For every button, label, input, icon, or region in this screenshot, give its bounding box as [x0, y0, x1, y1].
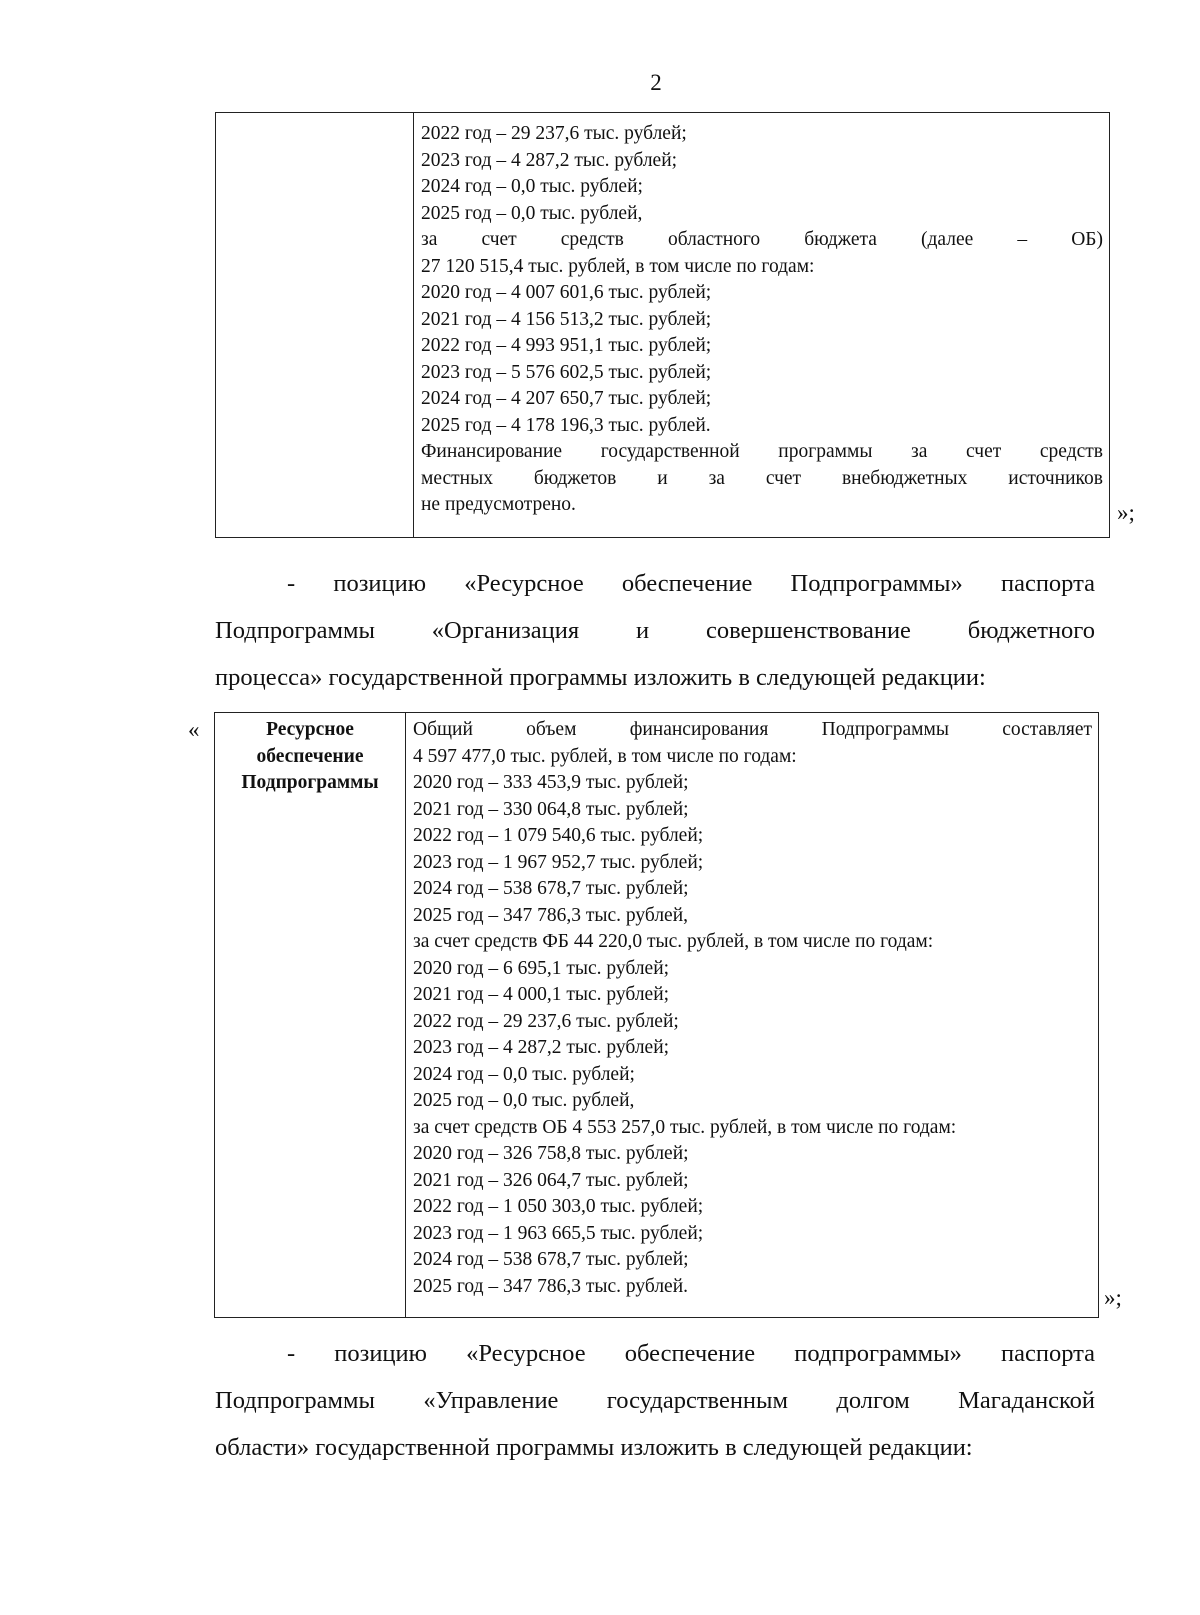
- text-line: 2023 год – 1 963 665,5 тыс. рублей;: [413, 1222, 704, 1244]
- paragraph-line: Подпрограммы «Управление государственным долгом Магаданской: [215, 1387, 1095, 1414]
- text-line: 2021 год – 4 156 513,2 тыс. рублей;: [421, 308, 712, 330]
- text-line: 2024 год – 4 207 650,7 тыс. рублей;: [421, 388, 712, 409]
- text-line: Финансирование государственной программы за счет средств: [421, 441, 1103, 462]
- text-line: 2022 год – 1 079 540,6 тыс. рублей;: [413, 825, 704, 846]
- resources-table: [214, 712, 1099, 1318]
- text-line: 2025 год – 4 178 196,3 тыс. рублей.: [421, 414, 711, 436]
- text-line: 2023 год – 4 287,2 тыс. рублей;: [413, 1037, 670, 1058]
- text-line: 2025 год – 347 786,3 тыс. рублей.: [413, 1275, 689, 1297]
- paragraph-line: процесса» государственной программы изложить в следующей редакции:: [215, 664, 986, 691]
- text-line: 2020 год – 6 695,1 тыс. рублей;: [413, 957, 670, 979]
- text-line: 2022 год – 29 237,6 тыс. рублей;: [413, 1010, 679, 1032]
- opening-quote: «: [188, 717, 200, 742]
- text-line: 2025 год – 347 786,3 тыс. рублей,: [413, 904, 689, 926]
- text-line: 2021 год – 4 000,1 тыс. рублей;: [413, 984, 670, 1005]
- text-line: 2020 год – 333 453,9 тыс. рублей;: [413, 772, 689, 793]
- instruction-paragraph: [215, 560, 1095, 701]
- text-line: 2024 год – 0,0 тыс. рублей;: [421, 176, 643, 197]
- text-line: Общий объем финансирования Подпрограммы составляет: [413, 719, 1092, 740]
- paragraph-line: - позицию «Ресурсное обеспечение Подпрограммы» паспорта: [287, 570, 1095, 597]
- resources-table-continuation: [215, 112, 1110, 538]
- text-line: 2024 год – 0,0 тыс. рублей;: [413, 1063, 635, 1085]
- content-cell: [414, 113, 1110, 538]
- paragraph-line: - позицию «Ресурсное обеспечение подпрограммы» паспорта: [287, 1340, 1095, 1367]
- text-line: 2025 год – 0,0 тыс. рублей,: [413, 1090, 635, 1111]
- text-line: 2024 год – 538 678,7 тыс. рублей;: [413, 1249, 689, 1270]
- label-cell-empty: [216, 113, 414, 538]
- text-line: 2020 год – 326 758,8 тыс. рублей;: [413, 1143, 689, 1164]
- instruction-paragraph: [215, 1330, 1095, 1471]
- page-number: 2: [650, 70, 662, 95]
- content-cell: [406, 713, 1099, 1318]
- label-line: Подпрограммы: [241, 772, 379, 793]
- text-line: 2024 год – 538 678,7 тыс. рублей;: [413, 878, 689, 899]
- text-line: 27 120 515,4 тыс. рублей, в том числе по годам:: [421, 255, 815, 277]
- text-line: за счет средств областного бюджета (далее – ОБ): [421, 229, 1103, 250]
- text-line: 2023 год – 1 967 952,7 тыс. рублей;: [413, 851, 704, 873]
- text-line: 2021 год – 330 064,8 тыс. рублей;: [413, 798, 689, 820]
- label-line: Ресурсное: [266, 719, 354, 740]
- text-line: 2023 год – 4 287,2 тыс. рублей;: [421, 149, 678, 171]
- text-line: 2025 год – 0,0 тыс. рублей,: [421, 202, 643, 224]
- label-cell: [215, 713, 406, 1318]
- text-line: за счет средств ОБ 4 553 257,0 тыс. рублей, в том числе по годам:: [413, 1116, 957, 1138]
- label-line: обеспечение: [256, 745, 364, 767]
- text-line: за счет средств ФБ 44 220,0 тыс. рублей, в том числе по годам:: [413, 931, 934, 952]
- paragraph-line: Подпрограммы «Организация и совершенствование бюджетного: [215, 617, 1095, 644]
- text-line: 2023 год – 5 576 602,5 тыс. рублей;: [421, 361, 712, 383]
- text-line: 2021 год – 326 064,7 тыс. рублей;: [413, 1169, 689, 1191]
- paragraph-line: области» государственной программы изложить в следующей редакции:: [215, 1434, 973, 1461]
- closing-quote: »;: [1117, 500, 1135, 525]
- text-line: 2022 год – 29 237,6 тыс. рублей;: [421, 123, 687, 144]
- text-line: 4 597 477,0 тыс. рублей, в том числе по годам:: [413, 745, 797, 767]
- closing-quote: »;: [1104, 1285, 1122, 1310]
- text-line: местных бюджетов и за счет внебюджетных источников: [421, 467, 1103, 489]
- text-line: 2022 год – 1 050 303,0 тыс. рублей;: [413, 1196, 704, 1217]
- text-line: 2020 год – 4 007 601,6 тыс. рублей;: [421, 282, 712, 303]
- text-line: не предусмотрено.: [421, 494, 576, 515]
- text-line: 2022 год – 4 993 951,1 тыс. рублей;: [421, 335, 712, 356]
